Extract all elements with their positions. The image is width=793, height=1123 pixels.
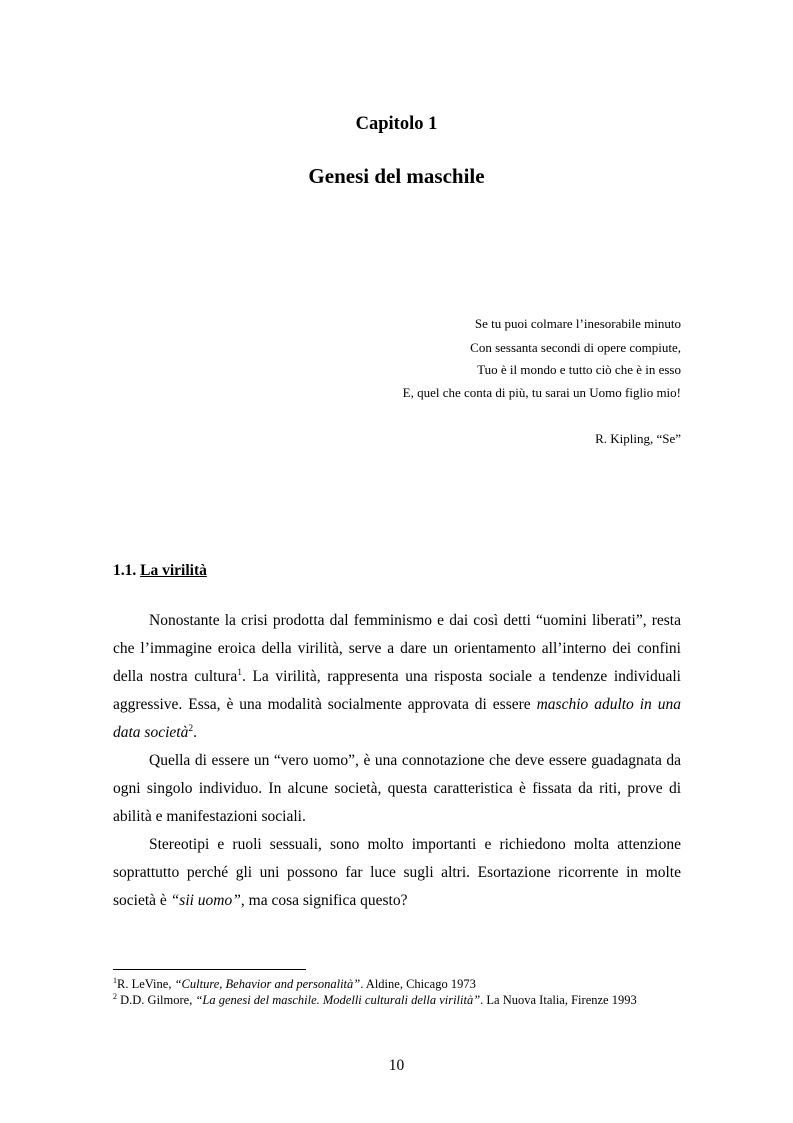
paragraph-3-text-b: , ma cosa significa questo? [240, 892, 408, 909]
paragraph-1 [113, 607, 681, 747]
footnote-author: D.D. Gilmore, [117, 993, 196, 1007]
section-number: 1.1. [113, 562, 137, 579]
epigraph-line: E, quel che conta di più, tu sarai un Uomo figlio mio! [402, 385, 681, 400]
paragraph-2: Quella di essere un “vero uomo”, è una connotazione che deve essere guadagnata da ogni singolo individuo. In alcune società, questa caratteristica è fissata da riti, prove di abilità e manifestazioni sociali. [113, 752, 681, 825]
footnote-marker: 2 [113, 992, 117, 1001]
paragraph-1-text-c: . [193, 724, 197, 741]
paragraph-3-text-a: Stereotipi e ruoli sessuali, sono molto importanti e richiedono molta attenzione soprattutto perché gli uni possono far luce sugli altri. Esortazione ricorrente in molte società è [113, 836, 681, 909]
footnote-publisher: . La Nuova Italia, Firenze 1993 [480, 993, 637, 1007]
footnote-author: R. LeVine, [117, 977, 175, 991]
paragraph-1-emphasis: maschio adulto in una data società [113, 696, 681, 741]
epigraph-line: Se tu puoi colmare l’inesorabile minuto [474, 316, 681, 331]
footnote-ref-2: 2 [188, 724, 194, 734]
paragraph-1-text-b: . La virilità, rappresenta una risposta sociale a tendenze individuali aggressive. Essa, è una modalità socialmente approvata di essere [113, 668, 681, 713]
chapter-title: Genesi del maschile [308, 164, 485, 188]
footnote-ref-1: 1 [237, 668, 242, 678]
epigraph-line: Tuo è il mondo e tutto ciò che è in esso [477, 362, 681, 377]
footnote-title: “Culture, Behavior and personalità” [174, 977, 361, 991]
page-number: 10 [388, 1057, 405, 1074]
footnote-marker: 1 [113, 976, 117, 985]
footnote-separator [113, 969, 306, 970]
section-heading [113, 562, 207, 580]
paragraph-3 [113, 831, 681, 915]
section-title: La virilità [140, 562, 207, 579]
body-text [113, 607, 681, 915]
footnote-title: “La genesi del maschile. Modelli culturali della virilità” [195, 993, 481, 1007]
chapter-label: Capitolo 1 [355, 114, 438, 134]
footnote-2 [113, 993, 637, 1008]
paragraph-1-text-a: Nonostante la crisi prodotta dal femminismo e dai così detti “uomini liberati”, resta che l’immagine eroica della virilità, serve a dare un orientamento all’interno dei confini della nostra cultura [113, 612, 681, 685]
epigraph-attribution: R. Kipling, “Se” [595, 431, 681, 446]
paragraph-3-emphasis: “sii uomo” [170, 892, 241, 909]
footnote-1 [113, 977, 476, 992]
epigraph-line: Con sessanta secondi di opere compiute, [470, 340, 681, 355]
footnote-publisher: . Aldine, Chicago 1973 [360, 977, 476, 991]
